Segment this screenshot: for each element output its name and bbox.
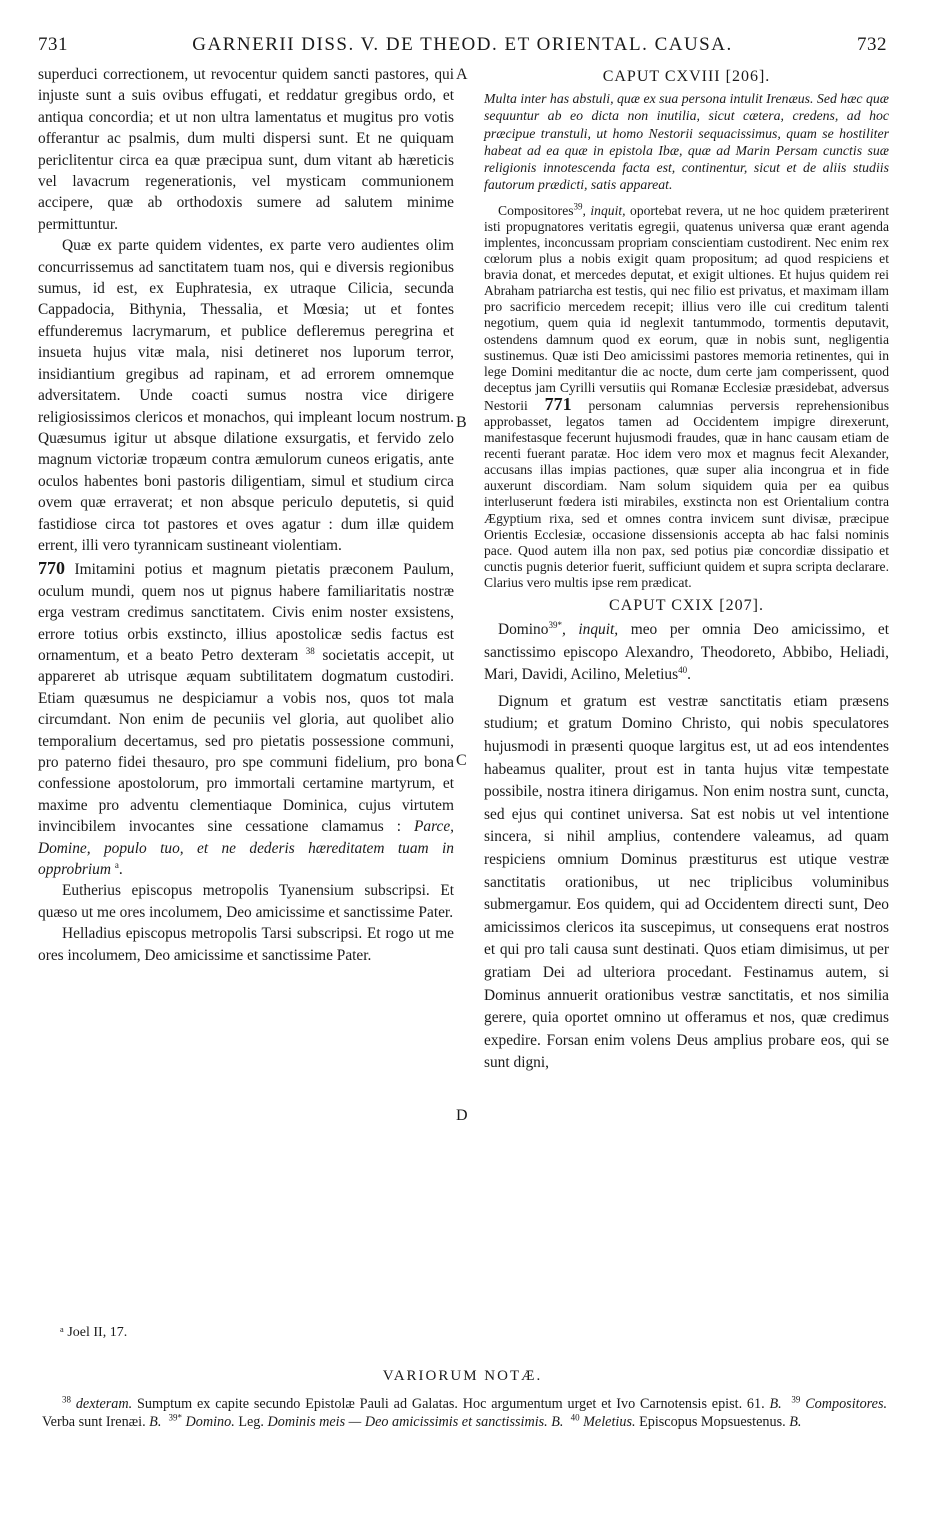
margin-letter-b: B bbox=[456, 414, 467, 431]
chapter-heading-119: CAPUT CXIX [207]. bbox=[609, 597, 764, 615]
inquit-text: , inquit, bbox=[561, 621, 619, 639]
paragraph: Quæ ex parte quidem videntes, ex parte vero audientes olim concurrissemus ad sanctitatem tuam nos, qui e diversis regionibus sumus, id est, ex Euphratesia, ex utraque Cilicia, secunda Cappadocia, Bithynia, Thessalia, et Mœsia; ut et fontes effunderemus lacrymarum, et publice defleremus peregrina et insueta hujus vitæ mala, nisi detineret nos luporum terror, insidiantium gregibus ad rapinam, et ad errorem omnemque adversitatem. Unde coacti sumus nostra vice dirigere religiosissimos clericos et monachos, qui impleant locum nostrum. Quæsumus igitur ut absque dilatione exsurgatis, et fervido zelo magnum victoriæ tropæum contra æmulorum cuneos erigatis, ante oculos habentes boni pastoris diligentiam, simul et studium circa ovem quæ erraverat; et non absque periculo deputetis, si quid fastidiose circa tot pastores et oves agatur : dum illæ quidem errent, illi vero tyrannicam sustineant violentiam. bbox=[38, 237, 454, 554]
note-number: 39* bbox=[168, 1411, 182, 1422]
running-title: GARNERII DISS. V. DE THEOD. ET ORIENTAL. CAUSA. bbox=[192, 34, 733, 55]
margin-letter-a: A bbox=[456, 66, 468, 83]
note-lemma: Dominis meis — Deo amicissimis et sanctissimis. bbox=[267, 1413, 548, 1430]
footnote-ref: 39* bbox=[548, 619, 562, 630]
left-column bbox=[38, 64, 454, 966]
chapter-summary: Multa inter has abstuli, quæ ex sua persona intulit Irenæus. Sed hæc quæ sequuntur ab eo dicta non inutilia, sicut cætera, credens, ad hoc præcipue transtuli, ut homo Nestorii sequacissimus, quam se hostiliter habeat ad ea quæ in epistola Ibæ, quæ ad Marin Persam cunctis suæ religionis innotescenda facta est, continentur, sicut et de aliis studiis fautorum prædicti, satis appareat. bbox=[484, 91, 889, 193]
right-column bbox=[484, 64, 889, 1075]
paragraph-770 bbox=[38, 558, 454, 880]
paragraph-text: meo per omnia Deo amicissimo, et sanctissimo episcopo Alexandro, Theodoreto, Abbibo, Heliadi, Mari, Davidi, Acilino, Meletius bbox=[484, 621, 889, 684]
page-number-left: 731 bbox=[38, 34, 68, 55]
paragraph-text: personam calumnias perversis reprehensionibus approbasset, legatos tamen ad Occidentem impigre direxerunt, manifestasque fecerunt hujusmodi fraudes, quæ in hanc causam etiam de recenti fuerant paratæ. Hoc idem vero mox et magnus fecit Alexander, accusans illas impias pactiones, quæ super alia incongrua et in fide auxerunt discordiam. Nam solum siquidem quia per ea quibus interluserunt fœdera isti mirabiles, exstincta non est Orientalium contra Ægyptium rixa, sed et omnes contra invicem sunt divisæ, præcipue Orientis Ecclesiæ, occasione dissensionis accepta ab hac falsi nominis pace. Quod autem illa non pax, sed potius piæ concordiæ dissipatio et cunctis pugnis deterior fuerit, sufficiunt quidem et supra scripta declarare. Clarius vero multis ipse rem prædicat. bbox=[484, 397, 889, 590]
note-text: Episcopus Mopsuestenus. bbox=[639, 1413, 786, 1430]
note-lemma: Compositores. bbox=[805, 1396, 888, 1412]
note-signature: B. bbox=[769, 1396, 782, 1412]
paragraph-text: Domino bbox=[498, 621, 549, 639]
column-number-770: 770 bbox=[38, 558, 65, 579]
note-signature: B. bbox=[149, 1413, 162, 1430]
note-lemma: dexteram. bbox=[75, 1396, 133, 1412]
paragraph-text: . bbox=[118, 861, 123, 879]
margin-letter-d: D bbox=[456, 1107, 468, 1124]
chapter-heading-118: CAPUT CXVIII [206]. bbox=[602, 68, 771, 85]
footnote-ref: a bbox=[114, 859, 119, 870]
note-text: Sumptum ex capite secundo Epistolæ Pauli ad Galatas. Hoc argumentum urget et Ivo Carnotensis epist. 61. bbox=[137, 1396, 765, 1412]
paragraph bbox=[484, 619, 889, 687]
note-number: 39 bbox=[791, 1394, 801, 1405]
paragraph-text: Compositores bbox=[498, 202, 574, 218]
footnote-ref: 39 bbox=[573, 201, 583, 212]
paragraph: superduci correctionem, ut revocentur quidem sancti pastores, qui injuste sunt a suis ovibus effugati, et reddatur gregibus ordo, et antiqua concordia; et ut non ultra lamentatus et mugitus pro votis offerantur ac psalmis, dum multi dispersi sunt. Et ne quiquam periclitentur circa ea quæ præcipua sunt, dum vitant ab hæreticis vel lavacrum regenerationis, vel mysticam communionem accipere, quæ ab orthodoxis sumere ad salutem minime permittuntur. bbox=[38, 66, 454, 233]
footnote-ref: 38 bbox=[305, 645, 315, 656]
footnote-ref: 40 bbox=[678, 665, 688, 676]
note-signature: B. bbox=[789, 1413, 802, 1430]
notes-heading: VARIORUM NOTÆ. bbox=[382, 1368, 543, 1384]
note-signature: B. bbox=[551, 1413, 564, 1430]
note-text: Leg. bbox=[238, 1413, 264, 1430]
inquit-text: , inquit, bbox=[582, 202, 626, 218]
paragraph-text: societatis accepit, ut appareret ab utrisque æquam subtilitatem dogmatum custodiri. Etiam quæsumus ne despiciamur a vobis nos, quos tot mala circumdant. Non enim de pecuniis vel gloria, aut quolibet alio temporalium decertamus, sed pro pietatis possessione communi, pro paterno fidei thesauro, pro spe communi fidelium, pro bona confessione apostolorum, pro immortali certamine martyrum, et maxime pro adventu clementiaque Dominica, cujus virtutem invincibilem invocantes sine cessatione clamamus : bbox=[38, 646, 455, 836]
paragraph: Dignum et gratum est vestræ sanctitatis etiam præsens studium; et gratum Domino Christo, qui nobis speculatores hujusmodi in præsenti quoque largitus est, ut ad eos intendentes habeamus qualiter, prout est in tanta hujus vitæ tempestate possibile, nostra itinera dirigamus. Non enim nostra sunt, cuncta, sed ejus qui continet universa. Sat est nobis ut vel intentione sincera, si nihil amplius, contendere valeamus, ad quam respiciens omnium Dominus præstiturus est utique vestræ sanctitatis orationibus, ut nec triplicibus voluminibus submergamur. Eos quidem, qui ad Occidentem directi sunt, Deo amicissimos clericos ita suscepimus, ut consequens erat nostros et qui pro tali causa sunt destinati. Quos etiam dimisimus, ut per gratiam Dei ad ulteriora procedant. Festinamus autem, si Dominus annuerit orationibus vestræ sanctitatis, et nos similia gerere, quia oportet omnino ut offeramus et nos, quæ credimus expedire. Forsan enim volens Deus amplius probare eos, qui se sunt digni, bbox=[484, 692, 889, 1072]
note-text: Verba sunt Irenæi. bbox=[42, 1413, 146, 1430]
note-number: 40 bbox=[570, 1411, 580, 1422]
paragraph-text: oportebat revera, ut ne hoc quidem præterirent isti propugnatores veritatis egregii, quatenus universa quæ erant agenda implentes, inconcussam propriam conscientiam custodirent. Nec enim rex cœlorum plus a nobis exigit quam propositum; ad quod respiciens et bravia donat, et mercedes deputat, et exigit ultiones. Et hujus quidem rei Abraham patriarcha est testis, qui nec filio est privatus, et maximam illam pro sacrificio mercedem recepit; illius vero ille cui creditum talenti negotium, quem quia id neglexit tantummodo, tormentis deputavit, ostendens damnum quod ex eorum, quæ in nobis sunt, negligentia sustinemus. Quæ isti Deo amicissimi pastores memoria retinentes, qui in lege Domini meditantur die ac nocte, dum certe jam comperissent, quod deceptus jam Cyrilli versutiis qui Romanæ Ecclesiæ præsidebat, adversus Nestorii bbox=[484, 202, 889, 413]
subscription: Helladius episcopus metropolis Tarsi subscripsi. Et rogo ut me ores incolumem, Deo amicissime et sanctissime Pater. bbox=[38, 925, 454, 964]
column-number-771: 771 bbox=[544, 393, 572, 414]
variorum-notes bbox=[42, 1396, 887, 1431]
note-number: 38 bbox=[62, 1394, 71, 1405]
page-number-right: 732 bbox=[857, 34, 887, 55]
subscription: Eutherius episcopus metropolis Tyanensium subscripsi. Et quæso ut me ores incolumem, Deo amicissime et sanctissime Pater. bbox=[38, 882, 454, 921]
paragraph bbox=[484, 203, 889, 591]
margin-letter-c: C bbox=[456, 752, 467, 769]
note-lemma: Domino. bbox=[185, 1413, 235, 1430]
scripture-footnote: ᵃ Joel II, 17. bbox=[60, 1325, 128, 1340]
paragraph-text: . bbox=[687, 666, 691, 684]
scripture-quote: Parce, Domine, populo tuo, et ne dederis hæreditatem tuam in opprobrium bbox=[38, 818, 454, 879]
paragraph-text: Imitamini potius et magnum pietatis præconem Paulum, oculum mundi, quem nos ut pignus habere familiaritatis nostræ erga vestram credimus sanctitatem. Civis enim noster exsistens, errore totius orbis exstincto, illius apostolicæ sedis factus est ornamentum, et a beato Petro dexteram bbox=[38, 561, 454, 664]
note-lemma: Meletius. bbox=[583, 1413, 636, 1430]
page-header bbox=[38, 34, 887, 60]
